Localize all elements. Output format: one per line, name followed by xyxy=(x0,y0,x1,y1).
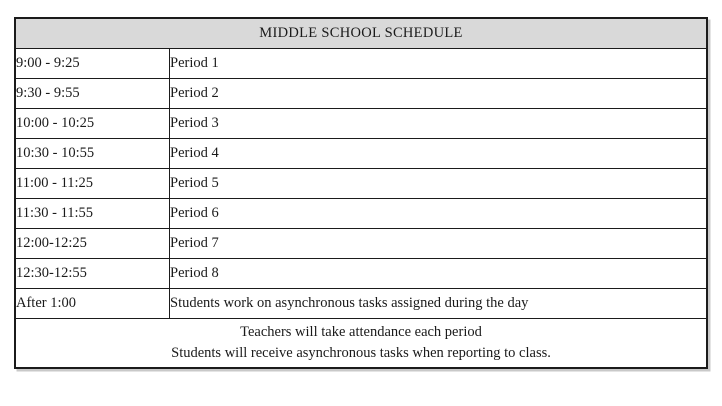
time-cell: 11:00 - 11:25 xyxy=(15,169,170,199)
table-row xyxy=(15,139,707,169)
activity-cell: Period 8 xyxy=(170,259,708,289)
table-row xyxy=(15,229,707,259)
table-footer xyxy=(15,319,707,369)
time-cell: 10:00 - 10:25 xyxy=(15,109,170,139)
table-row xyxy=(15,109,707,139)
activity-cell: Period 5 xyxy=(170,169,708,199)
time-cell: 11:30 - 11:55 xyxy=(15,199,170,229)
table-row xyxy=(15,79,707,109)
time-cell: 10:30 - 10:55 xyxy=(15,139,170,169)
activity-cell: Period 1 xyxy=(170,49,708,79)
time-cell: 12:00-12:25 xyxy=(15,229,170,259)
table-row xyxy=(15,199,707,229)
activity-cell: Period 4 xyxy=(170,139,708,169)
title-row xyxy=(15,18,707,49)
activity-cell: Period 2 xyxy=(170,79,708,109)
time-cell: After 1:00 xyxy=(15,289,170,319)
table-title: MIDDLE SCHOOL SCHEDULE xyxy=(15,18,707,49)
time-cell: 9:00 - 9:25 xyxy=(15,49,170,79)
schedule-table xyxy=(14,17,708,369)
activity-cell: Students work on asynchronous tasks assigned during the day xyxy=(170,289,708,319)
footer-line-2: Students will receive asynchronous tasks when reporting to class. xyxy=(171,345,551,361)
table-row xyxy=(15,289,707,319)
time-cell: 9:30 - 9:55 xyxy=(15,79,170,109)
activity-cell: Period 3 xyxy=(170,109,708,139)
activity-cell: Period 7 xyxy=(170,229,708,259)
table-row xyxy=(15,169,707,199)
time-cell: 12:30-12:55 xyxy=(15,259,170,289)
table-row xyxy=(15,49,707,79)
activity-cell: Period 6 xyxy=(170,199,708,229)
table-row xyxy=(15,259,707,289)
footer-row xyxy=(15,319,707,369)
footer-line-1: Teachers will take attendance each period xyxy=(240,324,482,340)
